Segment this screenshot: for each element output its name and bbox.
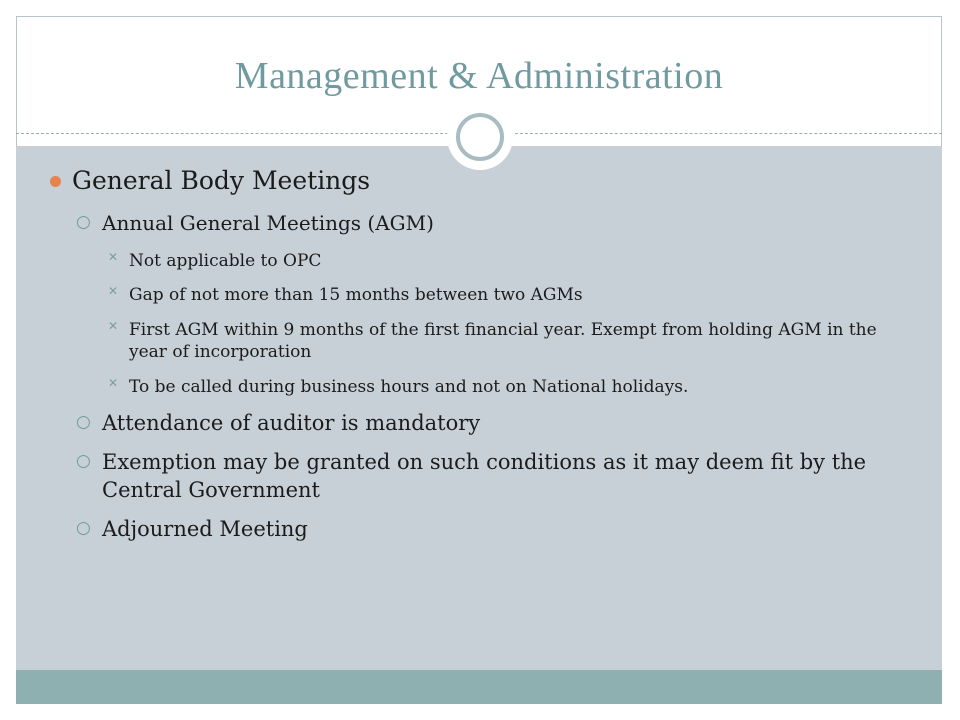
bullet-text: Not applicable to OPC: [129, 251, 322, 271]
bullet-text: Exemption may be granted on such conditions as it may deem fit by the Central Government: [102, 450, 867, 502]
bullet-text: Attendance of auditor is mandatory: [102, 411, 481, 436]
bullet-text: Gap of not more than 15 months between two AGMs: [129, 285, 583, 306]
ring-ornament-icon: [447, 104, 513, 170]
ring-inner: [456, 113, 504, 161]
bullet-adjourned: [46, 516, 916, 543]
x-bullet-icon: ✕: [108, 318, 119, 333]
hollow-circle-icon: ○: [76, 451, 91, 472]
bullet-text: To be called during business hours and not on National holidays.: [129, 376, 689, 397]
hollow-circle-icon: ○: [76, 518, 91, 539]
bullet-agm: [46, 210, 916, 236]
bullet-general-body-meetings: [46, 166, 916, 196]
bullet-text: First AGM within 9 months of the first financial year. Exempt from holding AGM in the year of incorporation: [129, 319, 877, 363]
bullet-exemption: [46, 449, 916, 504]
bullet-text: Adjourned Meeting: [102, 517, 308, 542]
slide-title: Management & Administration: [234, 55, 724, 97]
bullet-attendance: [46, 410, 916, 437]
bullet-text: General Body Meetings: [72, 166, 371, 195]
bullet-text: Annual General Meetings (AGM): [102, 211, 434, 235]
round-bullet-icon: [50, 176, 61, 187]
x-bullet-icon: ✕: [108, 375, 119, 390]
x-bullet-icon: ✕: [108, 250, 119, 264]
hollow-circle-icon: ○: [76, 412, 91, 433]
footer-bar: [16, 670, 942, 704]
hollow-circle-icon: ○: [76, 212, 91, 232]
x-bullet-icon: ✕: [108, 284, 119, 299]
bullet-agm-item: [46, 376, 916, 398]
bullet-agm-item: [46, 284, 916, 306]
bullet-agm-item: [46, 319, 916, 364]
slide-content: [46, 166, 916, 555]
bullet-agm-item: [46, 250, 916, 272]
